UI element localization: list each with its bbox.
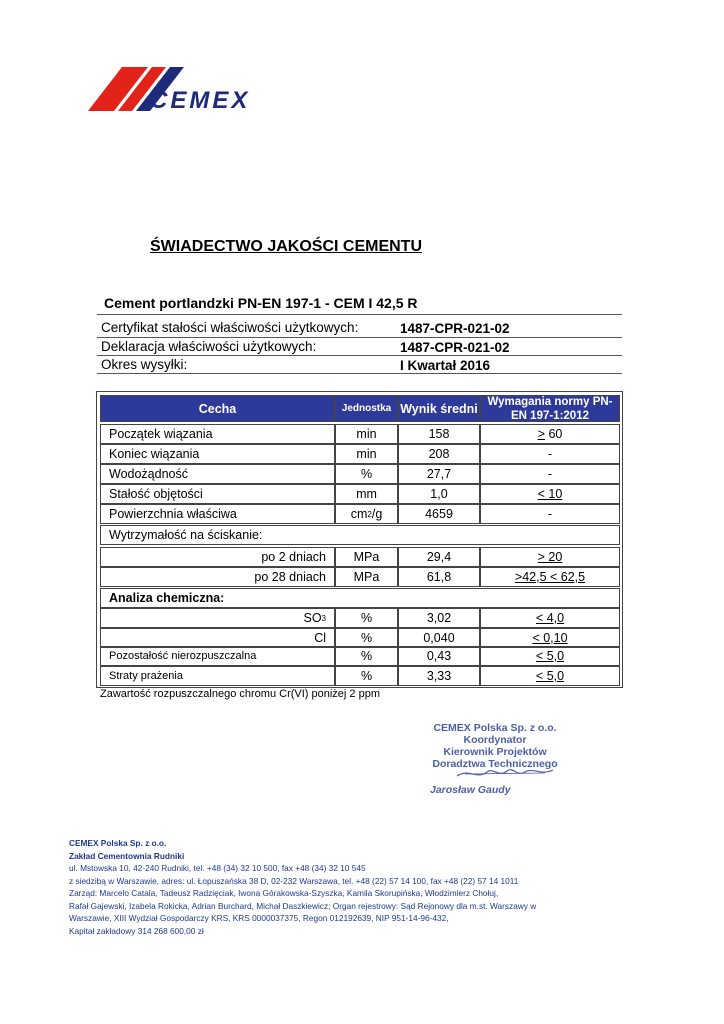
certificate-label: Certyfikat stałości właściwości użytkowych: bbox=[101, 320, 359, 335]
stamp-role: Kierownik Projektów bbox=[443, 746, 547, 758]
row-requirement: - bbox=[480, 504, 620, 524]
row-value: 0,43 bbox=[398, 646, 480, 666]
row-unit: cm 2 /g bbox=[335, 504, 398, 524]
header-unit: Jednostka bbox=[335, 395, 398, 422]
row-name: Początek wiązania bbox=[100, 424, 335, 444]
product-name: Cement portlandzki PN-EN 197-1 - CEM I 42,5 R bbox=[104, 295, 418, 311]
footer-line: ul. Mstowska 10, 42-240 Rudniki, tel. +48 (34) 32 10 500, fax +48 (34) 32 10 545 bbox=[69, 863, 366, 873]
chemical-section-label: Analiza chemiczna: bbox=[100, 588, 620, 608]
svg-text:CEMEX: CEMEX bbox=[150, 87, 251, 114]
row-value: 61,8 bbox=[398, 567, 480, 587]
stamp-company: CEMEX Polska Sp. z o.o. bbox=[433, 722, 557, 734]
document-title: ŚWIADECTWO JAKOŚCI CEMENTU bbox=[150, 238, 422, 255]
footer-line: Zarząd: Marcelo Catala, Tadeusz Radzięciak, Iwona Górakowska-Szyszka, Kamila Skorupińska, Włodzimierz Chołuj, bbox=[69, 888, 499, 898]
row-value: 1,0 bbox=[398, 484, 480, 504]
row-value: 27,7 bbox=[398, 464, 480, 484]
declaration-value: 1487-CPR-021-02 bbox=[400, 340, 510, 355]
footnote: Zawartość rozpuszczalnego chromu Cr(VI) poniżej 2 ppm bbox=[100, 688, 381, 700]
row-value: 0,040 bbox=[398, 628, 480, 648]
period-label: Okres wysyłki: bbox=[101, 357, 188, 372]
footer-line: Rafał Gajewski, Izabela Rokicka, Adrian Burchard, Michał Daszkiewicz; Organ rejestrowy: Sąd Rejonowy dla m.st. Warszawy w bbox=[69, 900, 537, 911]
row-requirement: > 20 bbox=[480, 547, 620, 567]
declaration-label: Deklaracja właściwości użytkowych: bbox=[101, 339, 317, 354]
row-unit: % bbox=[335, 628, 398, 648]
row-name: Straty prażenia bbox=[100, 666, 335, 686]
row-requirement: < 10 bbox=[480, 484, 620, 504]
row-name: SO 3 bbox=[100, 608, 335, 628]
row-unit: % bbox=[335, 608, 398, 628]
row-unit: min bbox=[335, 444, 398, 464]
row-requirement: < 0,10 bbox=[480, 628, 620, 648]
row-name: Stałość objętości bbox=[100, 484, 335, 504]
row-requirement: < 5,0 bbox=[480, 646, 620, 666]
row-requirement: - bbox=[480, 444, 620, 464]
row-requirement: >42,5 < 62,5 bbox=[480, 567, 620, 587]
period-value: I Kwartał 2016 bbox=[400, 358, 491, 373]
row-requirement: < 4,0 bbox=[480, 608, 620, 628]
divider bbox=[97, 314, 622, 315]
stamp-role: Koordynator bbox=[463, 734, 527, 746]
row-unit: % bbox=[335, 464, 398, 484]
row-unit: MPa bbox=[335, 567, 398, 587]
row-value: 158 bbox=[398, 424, 480, 444]
header-average: Wynik średni bbox=[398, 395, 480, 422]
footer-line: Warszawie, XIII Wydział Gospodarczy KRS, KRS 0000037375, Regon 012192639, NIP 951-14-96-432, bbox=[69, 913, 449, 923]
row-name: po 2 dniach bbox=[100, 547, 335, 567]
strength-section-label: Wytrzymałość na ściskanie: bbox=[100, 525, 620, 545]
footer-plant: Zakład Cementownia Rudniki bbox=[69, 850, 185, 861]
row-value: 4659 bbox=[398, 504, 480, 524]
row-requirement: - bbox=[480, 464, 620, 484]
row-name: Powierzchnia właściwa bbox=[100, 504, 335, 524]
row-name: po 28 dniach bbox=[100, 567, 335, 587]
row-name: Cl bbox=[100, 628, 335, 648]
row-unit: % bbox=[335, 646, 398, 666]
company-footer bbox=[69, 837, 536, 937]
footer-company: CEMEX Polska Sp. z o.o. bbox=[69, 838, 167, 848]
cemex-logo bbox=[88, 65, 288, 115]
row-requirement: > 60 bbox=[480, 424, 620, 444]
row-value: 3,02 bbox=[398, 608, 480, 628]
header-feature: Cecha bbox=[100, 395, 335, 422]
footer-line: Kapitał zakładowy 314 268 600,00 zł bbox=[69, 925, 204, 936]
footer-line: z siedzibą w Warszawie, adres: ul. Łopuszańska 38 D, 02-232 Warszawa, tel. +48 (22) 57 14 100, fax +48 (22) 57 14 1011 bbox=[69, 875, 519, 886]
divider bbox=[97, 355, 622, 356]
divider bbox=[97, 373, 622, 374]
header-requirements: Wymagania normy PN-EN 197-1:2012 bbox=[480, 395, 620, 422]
row-value: 3,33 bbox=[398, 666, 480, 686]
row-name: Wodożądność bbox=[100, 464, 335, 484]
row-name: Koniec wiązania bbox=[100, 444, 335, 464]
handwritten-signature bbox=[455, 762, 555, 784]
row-requirement: < 5,0 bbox=[480, 666, 620, 686]
divider bbox=[97, 337, 622, 338]
row-value: 29,4 bbox=[398, 547, 480, 567]
row-value: 208 bbox=[398, 444, 480, 464]
row-name: Pozostałość nierozpuszczalna bbox=[100, 646, 335, 666]
stamp-role: Doradztwa Technicznego bbox=[432, 758, 558, 770]
stamp-name: Jarosław Gaudy bbox=[430, 784, 511, 796]
quality-table bbox=[96, 391, 623, 688]
row-unit: min bbox=[335, 424, 398, 444]
certificate-value: 1487-CPR-021-02 bbox=[400, 321, 510, 336]
row-unit: mm bbox=[335, 484, 398, 504]
row-unit: % bbox=[335, 666, 398, 686]
row-unit: MPa bbox=[335, 547, 398, 567]
